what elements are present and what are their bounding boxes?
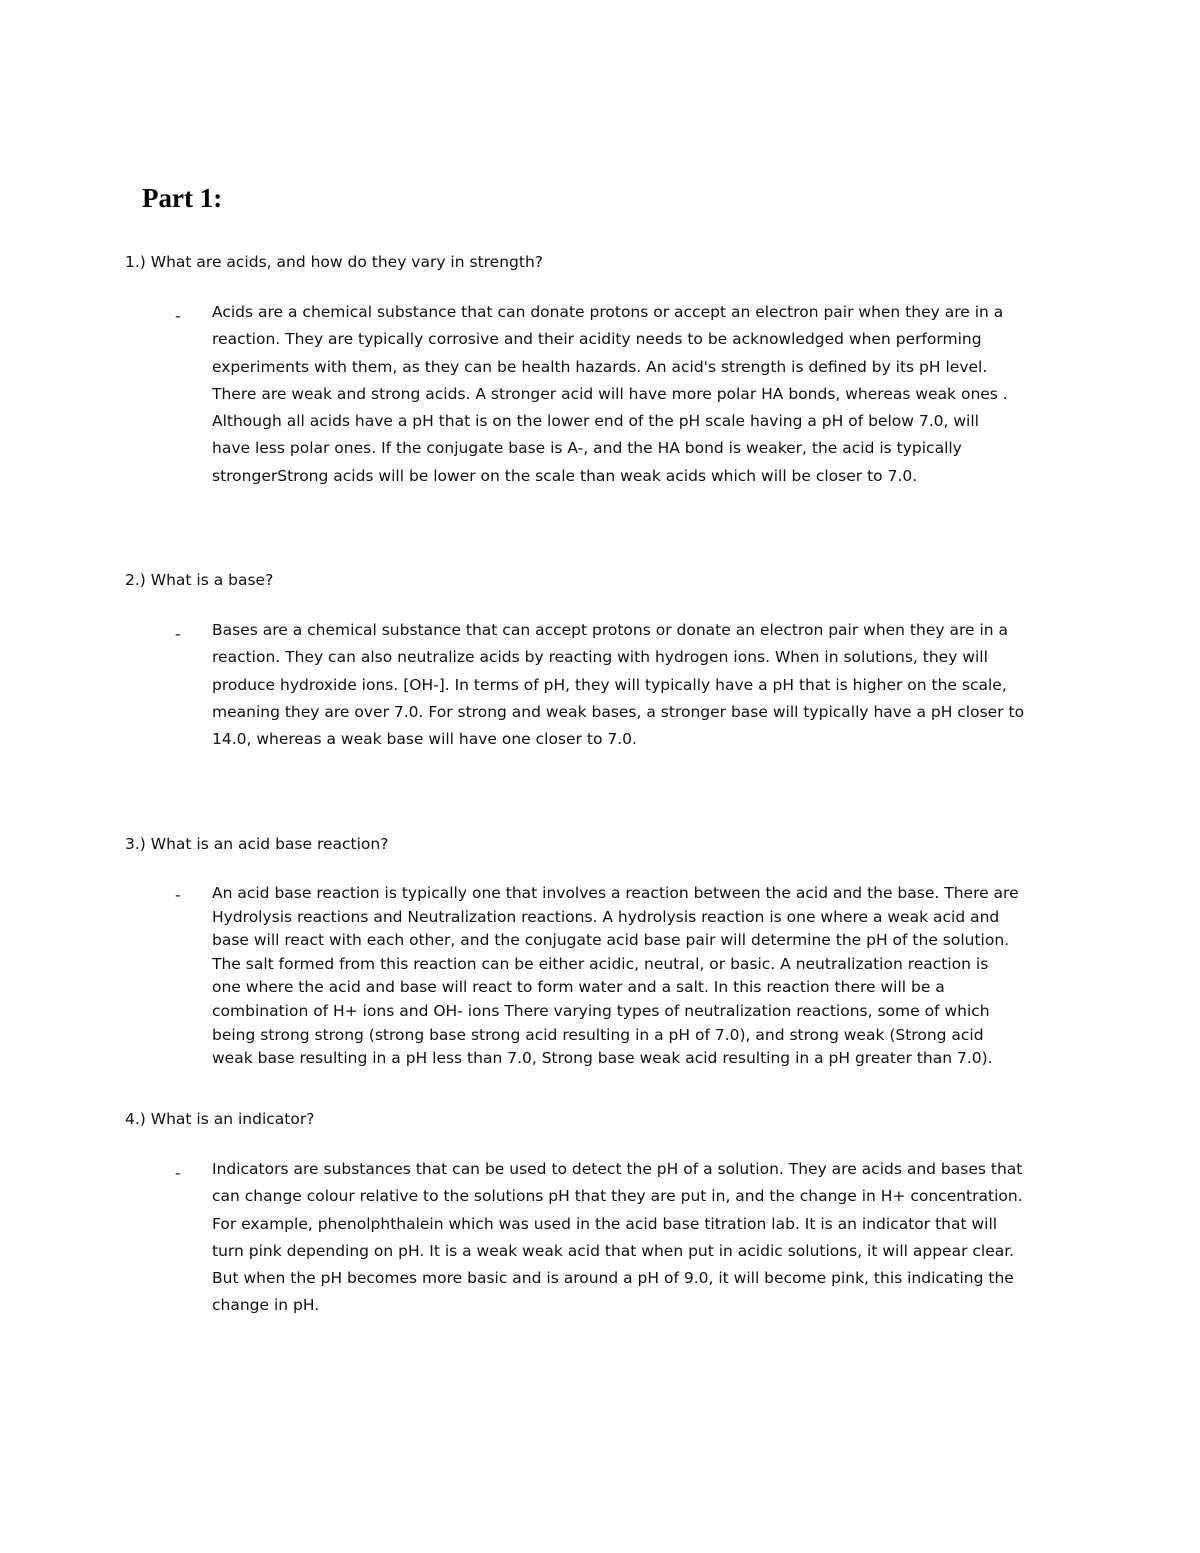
- answer-line: produce hydroxide ions. [OH-]. In terms of pH, they will typically have a pH that is higher on the scale,: [212, 675, 1007, 694]
- answer-line: one where the acid and base will react to form water and a salt. In this reaction there will be a: [212, 978, 945, 997]
- question-3-answer: [212, 882, 1092, 1071]
- answer-line: combination of H+ ions and OH- ions There varying types of neutralization reactions, some of which: [212, 1001, 990, 1020]
- answer-line: Indicators are substances that can be used to detect the pH of a solution. They are acids and bases that: [212, 1160, 1023, 1178]
- answer-line: 14.0, whereas a weak base will have one closer to 7.0.: [212, 730, 637, 749]
- answer-line: The salt formed from this reaction can be either acidic, neutral, or basic. A neutralization reaction is: [212, 954, 989, 973]
- question-1-prompt: 1.) What are acids, and how do they vary in strength?: [125, 253, 544, 271]
- answer-line: change in pH.: [212, 1296, 320, 1315]
- question-2-answer: [212, 617, 1092, 753]
- question-4-bullet: -: [175, 1164, 181, 1182]
- answer-line: Hydrolysis reactions and Neutralization reactions. A hydrolysis reaction is one where a weak acid and: [212, 907, 1000, 926]
- answer-line: reaction. They can also neutralize acids by reacting with hydrogen ions. When in solutions, they will: [212, 648, 988, 667]
- answer-line: meaning they are over 7.0. For strong and weak bases, a stronger base will typically have a pH closer to: [212, 702, 1025, 721]
- answer-line: Bases are a chemical substance that can accept protons or donate an electron pair when they are in a: [212, 621, 1009, 639]
- question-3-prompt: 3.) What is an acid base reaction?: [125, 835, 389, 853]
- answer-line: But when the pH becomes more basic and is around a pH of 9.0, it will become pink, this indicating the: [212, 1269, 1014, 1288]
- answer-line: being strong strong (strong base strong acid resulting in a pH of 7.0), and strong weak (Strong acid: [212, 1025, 984, 1044]
- question-4-answer: [212, 1156, 1092, 1320]
- question-3-bullet: -: [175, 886, 181, 904]
- question-1-answer: [212, 299, 1092, 490]
- answer-line: have less polar ones. If the conjugate base is A-, and the HA bond is weaker, the acid is typically: [212, 439, 962, 458]
- answer-line: For example, phenolphthalein which was used in the acid base titration lab. It is an indicator that will: [212, 1214, 998, 1233]
- answer-line: weak base resulting in a pH less than 7.0, Strong base weak acid resulting in a pH greater than 7.0).: [212, 1049, 993, 1068]
- answer-line: base will react with each other, and the conjugate acid base pair will determine the pH of the solution.: [212, 931, 1010, 950]
- question-4-prompt: 4.) What is an indicator?: [125, 1110, 315, 1128]
- question-2-bullet: -: [175, 625, 181, 643]
- answer-line: reaction. They are typically corrosive and their acidity needs to be acknowledged when performing: [212, 330, 982, 349]
- answer-line: turn pink depending on pH. It is a weak weak acid that when put in acidic solutions, it will appear clear.: [212, 1241, 1015, 1260]
- question-1-bullet: -: [175, 307, 181, 325]
- answer-line: strongerStrong acids will be lower on the scale than weak acids which will be closer to 7.0.: [212, 466, 918, 485]
- answer-line: can change colour relative to the solutions pH that they are put in, and the change in H+ concentration.: [212, 1187, 1023, 1206]
- part-title: Part 1:: [142, 183, 223, 213]
- answer-line: An acid base reaction is typically one that involves a reaction between the acid and the base. There are: [212, 884, 1019, 902]
- answer-line: experiments with them, as they can be health hazards. An acid's strength is defined by its pH level.: [212, 357, 988, 376]
- answer-line: There are weak and strong acids. A stronger acid will have more polar HA bonds, whereas weak ones .: [212, 384, 1008, 403]
- question-2-prompt: 2.) What is a base?: [125, 571, 274, 589]
- answer-line: Acids are a chemical substance that can donate protons or accept an electron pair when they are in a: [212, 303, 1004, 321]
- answer-line: Although all acids have a pH that is on the lower end of the pH scale having a pH of below 7.0, will: [212, 412, 979, 431]
